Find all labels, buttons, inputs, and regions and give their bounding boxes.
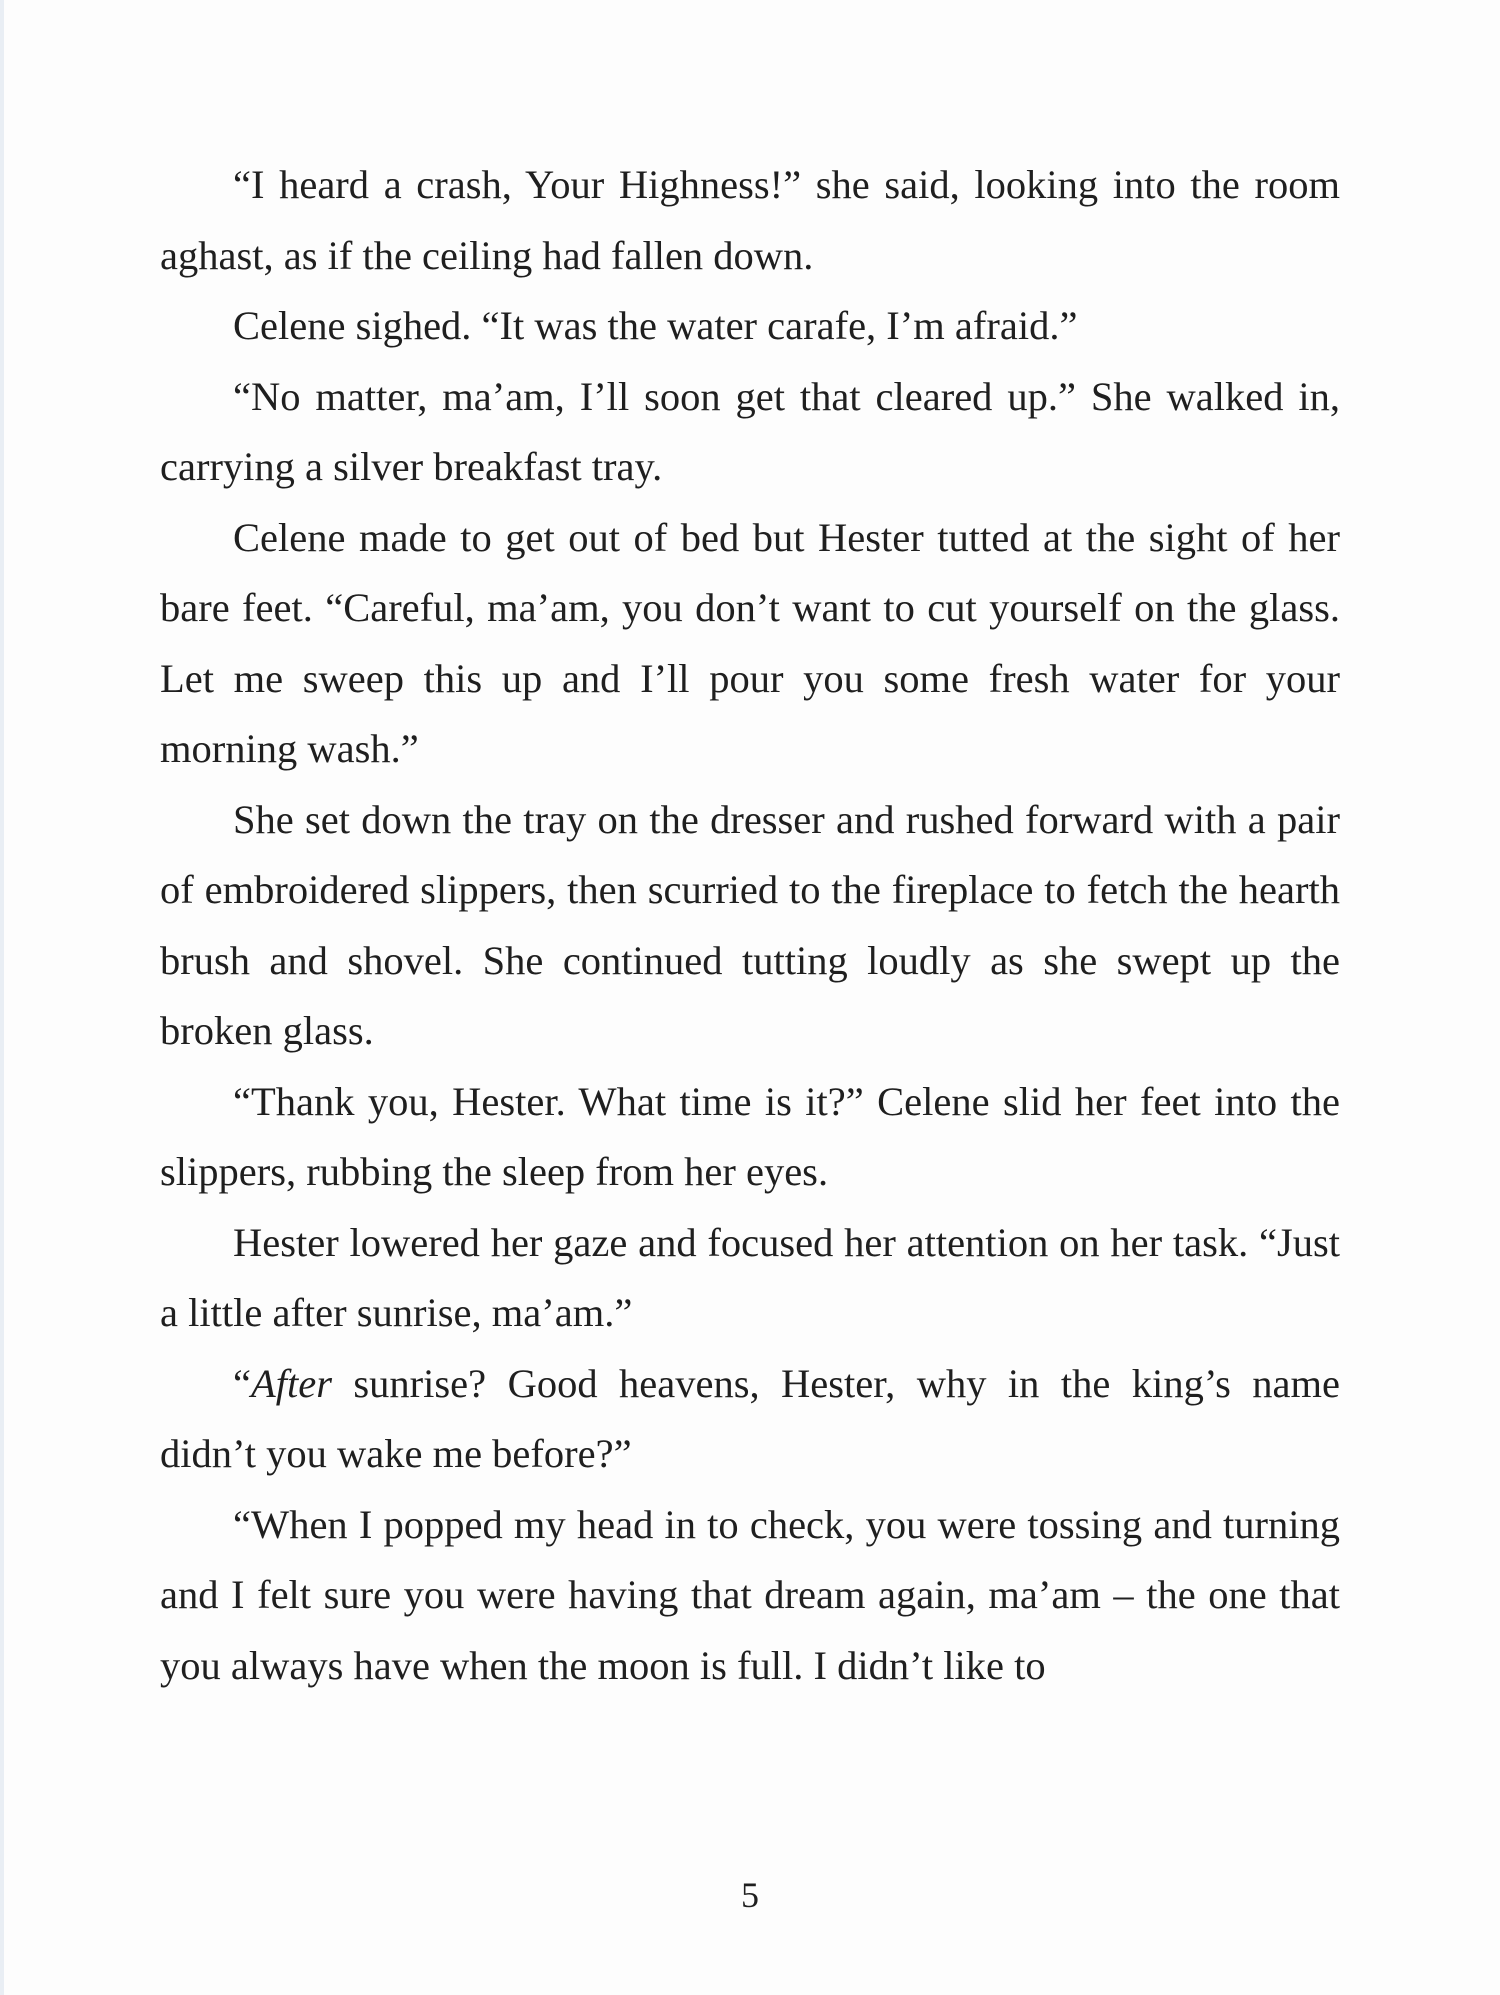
paragraph: “No matter, ma’am, I’ll soon get that cleared up.” She walked in, carrying a silver breakfast tray.: [160, 373, 1340, 489]
italic-emphasis: After: [250, 1360, 332, 1406]
paragraph: She set down the tray on the dresser and rushed forward with a pair of embroidered slippers, then scurried to the fireplace to fetch the hearth brush and shovel. She continued tutting loudly as she swept up the broken glass.: [160, 796, 1340, 1053]
paragraph: “I heard a crash, Your Highness!” she said, looking into the room aghast, as if the ceiling had fallen down.: [160, 162, 1340, 278]
paragraph: “After sunrise? Good heavens, Hester, why in the king’s name didn’t you wake me before?”: [160, 1360, 1340, 1476]
body-text: [160, 150, 1340, 1701]
page-number: 5: [741, 1875, 759, 1915]
paragraph: “When I popped my head in to check, you were tossing and turning and I felt sure you were having that dream again, ma’am – the one that you always have when the moon is full. I didn’t like to: [160, 1501, 1340, 1688]
paragraph: “Thank you, Hester. What time is it?” Celene slid her feet into the slippers, rubbing the sleep from her eyes.: [160, 1078, 1340, 1194]
scan-edge: [0, 0, 4, 1995]
paragraph: Celene made to get out of bed but Hester tutted at the sight of her bare feet. “Careful, ma’am, you don’t want to cut yourself on the glass. Let me sweep this up and I’ll pour you some fresh water for your morning wash.”: [160, 514, 1340, 771]
paragraph: Hester lowered her gaze and focused her attention on her task. “Just a little after sunrise, ma’am.”: [160, 1219, 1340, 1335]
paragraph: Celene sighed. “It was the water carafe, I’m afraid.”: [233, 303, 1078, 348]
